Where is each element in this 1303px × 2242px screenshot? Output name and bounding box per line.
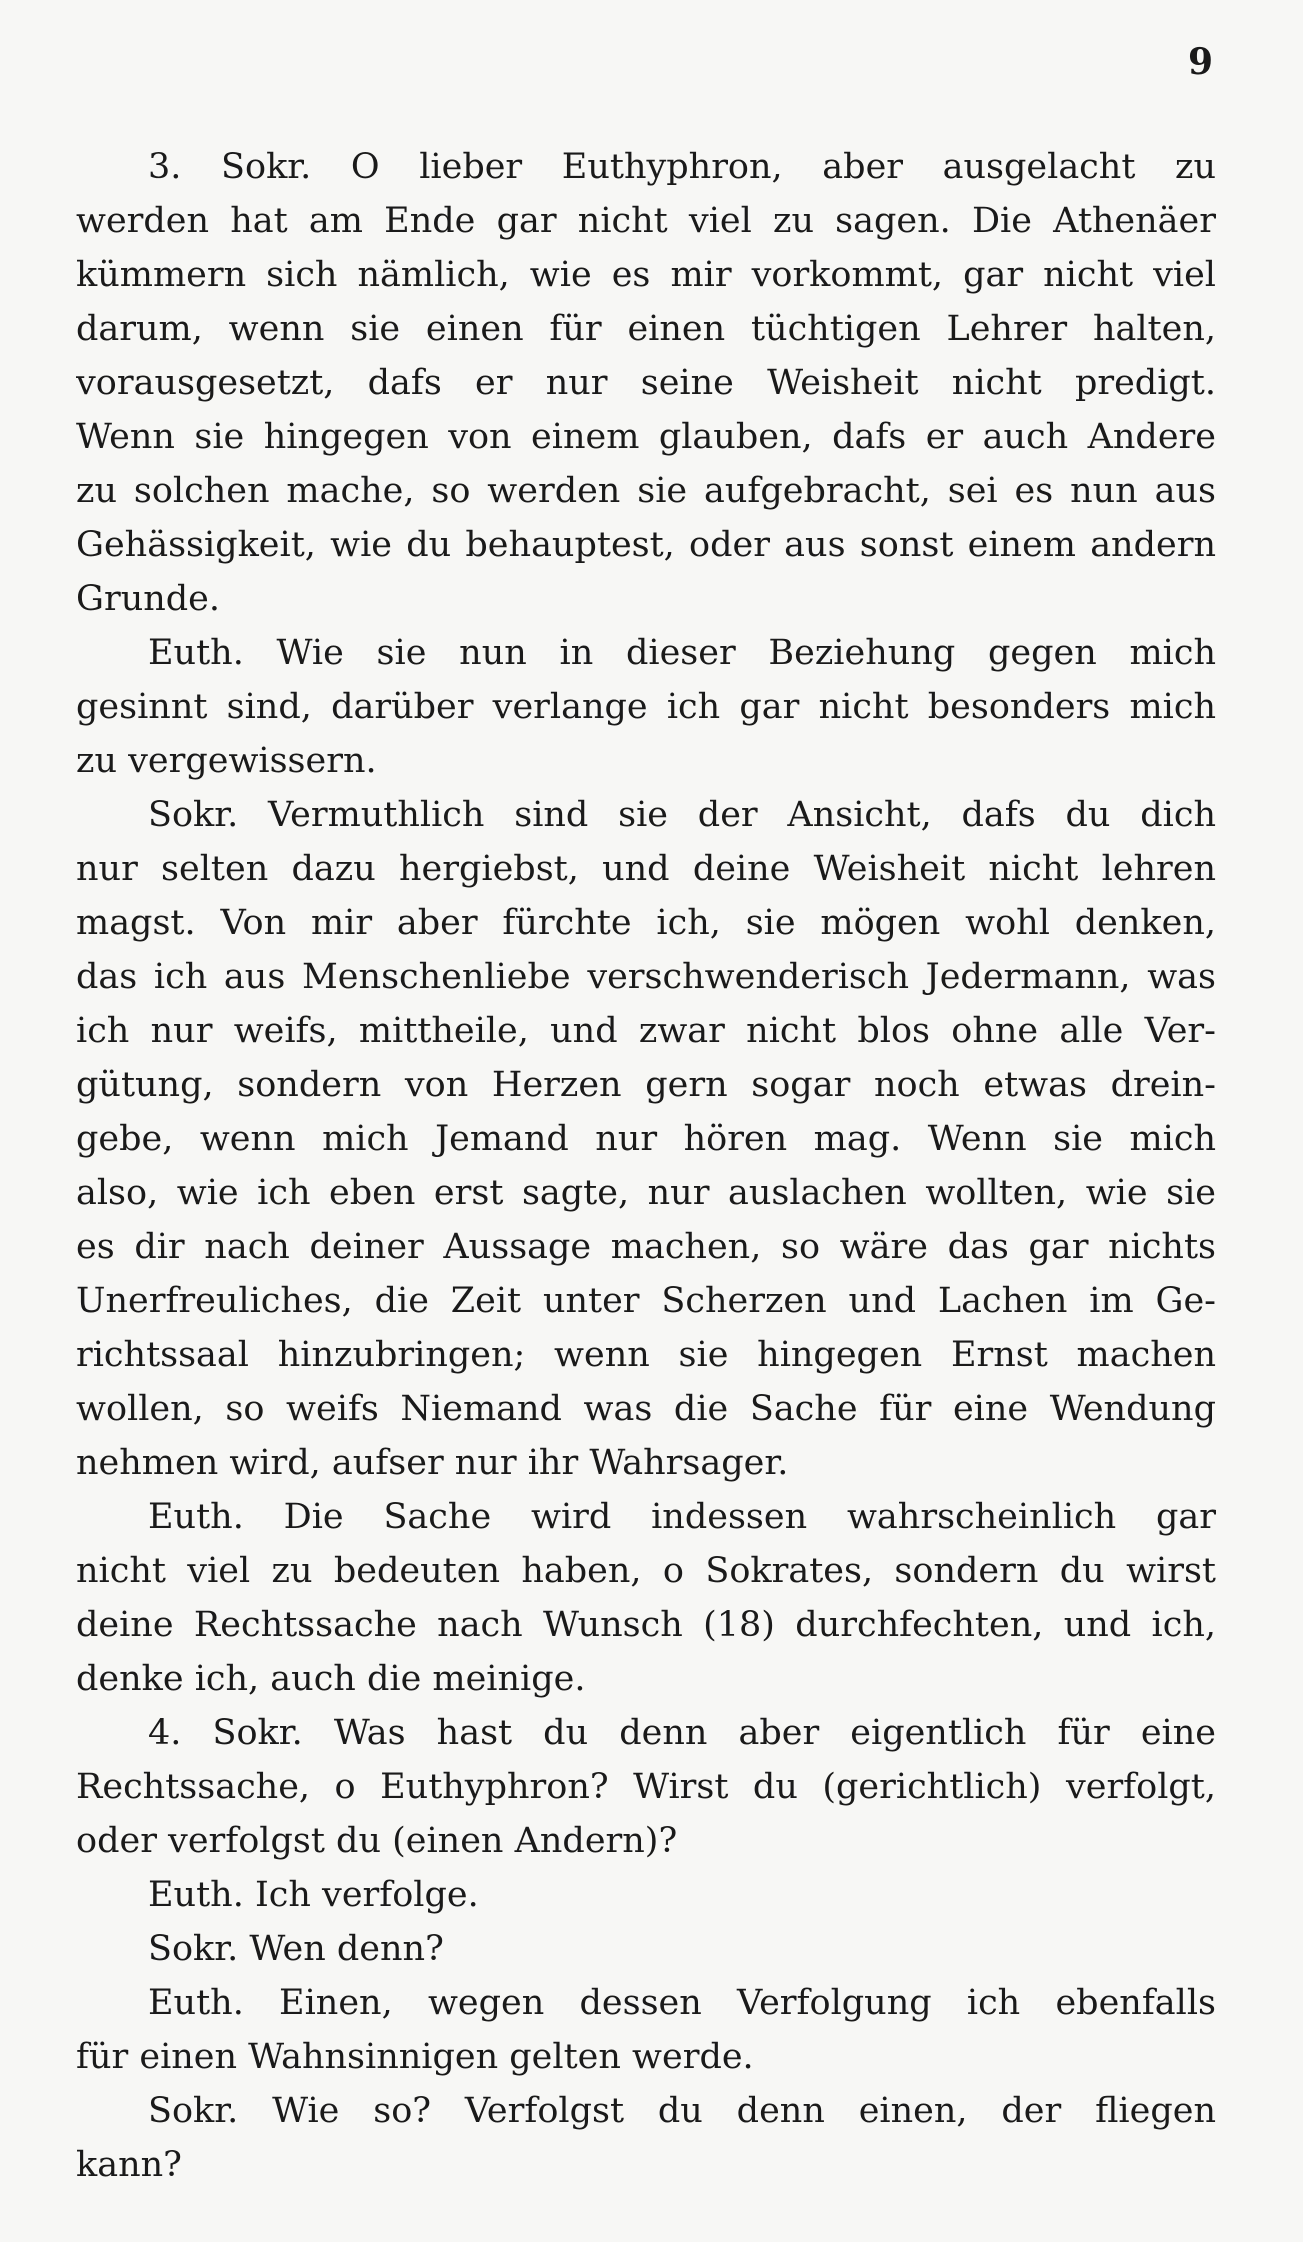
text-line: Rechtssache, o Euthyphron? Wirst du (gerichtlich) verfolgt, bbox=[76, 1767, 1216, 1807]
text-line: Unerfreuliches, die Zeit unter Scherzen und Lachen im Ge- bbox=[76, 1281, 1216, 1321]
text-line: nur selten dazu hergiebst, und deine Weisheit nicht lehren bbox=[76, 849, 1216, 889]
text-line: vorausgesetzt, dafs er nur seine Weisheit nicht predigt. bbox=[76, 363, 1216, 403]
text-line: das ich aus Menschenliebe verschwenderisch Jedermann, was bbox=[76, 957, 1216, 997]
text-line: Euth. Ich verfolge. bbox=[148, 1875, 479, 1915]
text-line: werden hat am Ende gar nicht viel zu sagen. Die Athenäer bbox=[76, 201, 1216, 241]
text-line: kümmern sich nämlich, wie es mir vorkommt, gar nicht viel bbox=[76, 255, 1216, 295]
text-line: für einen Wahnsinnigen gelten werde. bbox=[76, 2037, 754, 2077]
text-line: Gehässigkeit, wie du behauptest, oder aus sonst einem andern bbox=[76, 525, 1216, 565]
text-line: Sokr. Vermuthlich sind sie der Ansicht, dafs du dich bbox=[148, 795, 1216, 835]
text-line: 4. Sokr. Was hast du denn aber eigentlich für eine bbox=[148, 1713, 1216, 1753]
text-line: Euth. Die Sache wird indessen wahrscheinlich gar bbox=[148, 1497, 1216, 1537]
text-line: oder verfolgst du (einen Andern)? bbox=[76, 1821, 678, 1861]
text-line: kann? bbox=[76, 2145, 182, 2185]
text-line: Euth. Wie sie nun in dieser Beziehung gegen mich bbox=[148, 633, 1216, 673]
text-line: Wenn sie hingegen von einem glauben, dafs er auch Andere bbox=[76, 417, 1216, 457]
text-line: Grunde. bbox=[76, 579, 221, 619]
text-line: richtssaal hinzubringen; wenn sie hingegen Ernst machen bbox=[76, 1335, 1216, 1375]
text-line: nehmen wird, aufser nur ihr Wahrsager. bbox=[76, 1443, 789, 1483]
text-line: zu solchen mache, so werden sie aufgebracht, sei es nun aus bbox=[76, 471, 1216, 511]
text-line: denke ich, auch die meinige. bbox=[76, 1659, 586, 1699]
text-line: Sokr. Wie so? Verfolgst du denn einen, der fliegen bbox=[148, 2091, 1216, 2131]
text-line: darum, wenn sie einen für einen tüchtigen Lehrer halten, bbox=[76, 309, 1216, 349]
text-line: gebe, wenn mich Jemand nur hören mag. Wenn sie mich bbox=[76, 1119, 1216, 1159]
text-line: magst. Von mir aber fürchte ich, sie mögen wohl denken, bbox=[76, 903, 1216, 943]
text-line: 3. Sokr. O lieber Euthyphron, aber ausgelacht zu bbox=[148, 147, 1216, 187]
dialogue-text bbox=[76, 140, 1216, 2192]
text-line: deine Rechtssache nach Wunsch (18) durchfechten, und ich, bbox=[76, 1605, 1216, 1645]
text-line: nicht viel zu bedeuten haben, o Sokrates, sondern du wirst bbox=[76, 1551, 1216, 1591]
page-number: 9 bbox=[1187, 41, 1213, 83]
text-line: ich nur weifs, mittheile, und zwar nicht blos ohne alle Ver- bbox=[76, 1011, 1216, 1051]
text-line: gütung, sondern von Herzen gern sogar noch etwas drein- bbox=[76, 1065, 1216, 1105]
text-line: gesinnt sind, darüber verlange ich gar nicht besonders mich bbox=[76, 687, 1216, 727]
text-line: zu vergewissern. bbox=[76, 741, 377, 781]
text-line: Sokr. Wen denn? bbox=[148, 1929, 444, 1969]
text-line: Euth. Einen, wegen dessen Verfolgung ich ebenfalls bbox=[148, 1983, 1216, 2023]
text-line: also, wie ich eben erst sagte, nur auslachen wollten, wie sie bbox=[76, 1173, 1216, 1213]
text-line: wollen, so weifs Niemand was die Sache für eine Wendung bbox=[76, 1389, 1216, 1429]
text-line: es dir nach deiner Aussage machen, so wäre das gar nichts bbox=[76, 1227, 1216, 1267]
